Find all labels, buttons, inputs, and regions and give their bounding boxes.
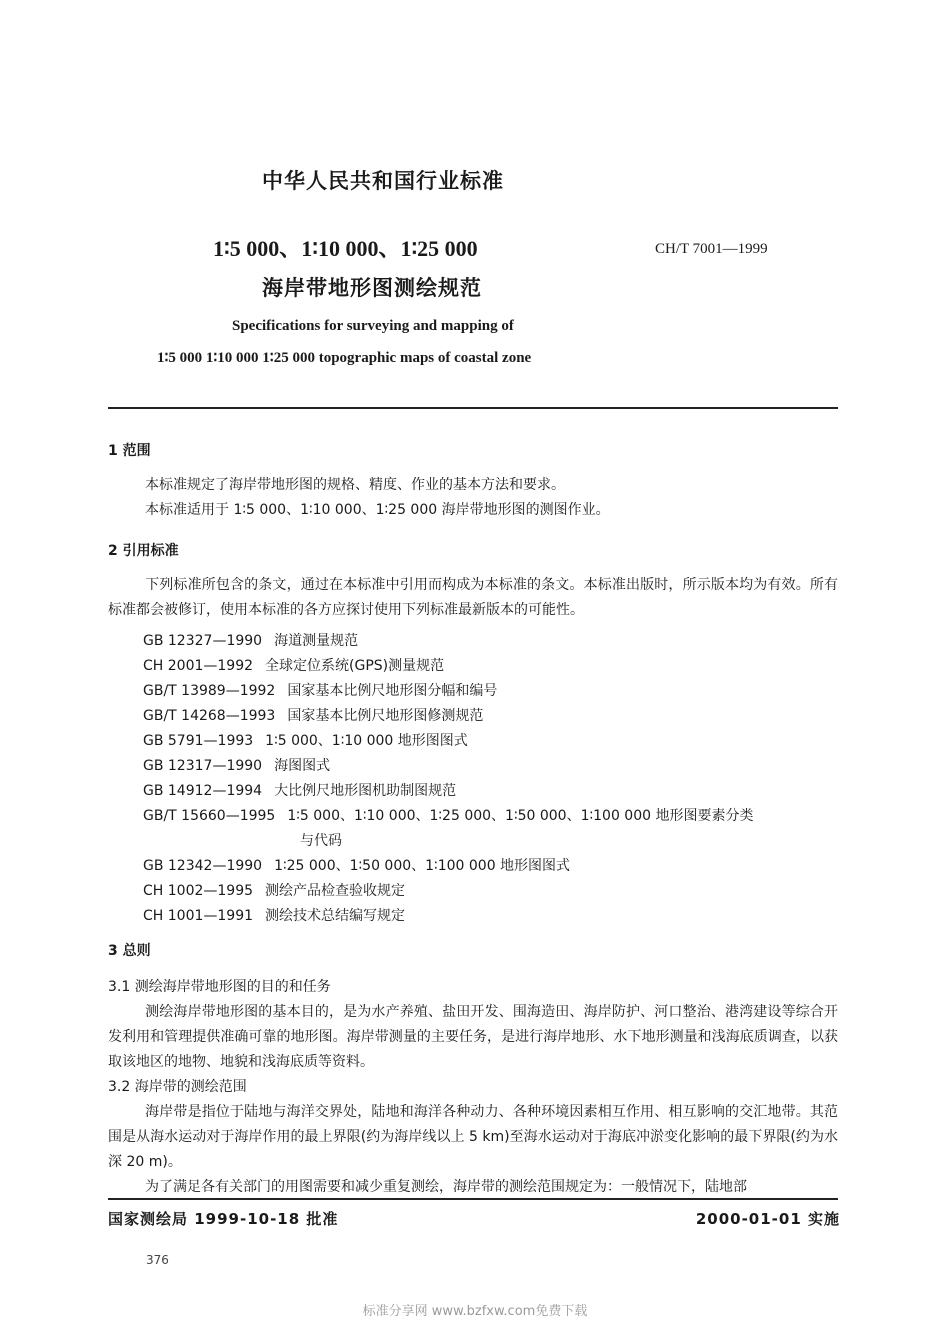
reference-item — [143, 905, 405, 925]
reference-title: 海道测量规范 — [274, 633, 359, 649]
reference-title: 国家基本比例尺地形图修测规范 — [287, 708, 484, 724]
reference-title: 大比例尺地形图机助制图规范 — [274, 783, 457, 799]
section-3-2-paragraph-2 — [108, 1175, 838, 1200]
reference-code: GB/T 15660—1995 — [143, 808, 276, 824]
reference-item — [143, 880, 405, 900]
section-2-heading: 2 引用标准 — [108, 543, 179, 559]
section-1-heading: 1 范围 — [108, 443, 151, 459]
reference-code: GB 5791—1993 — [143, 733, 254, 749]
reference-title: 全球定位系统(GPS)测量规范 — [265, 658, 445, 674]
reference-item — [143, 730, 468, 750]
reference-item — [143, 655, 444, 675]
reference-item — [143, 755, 330, 775]
footer-divider — [108, 1198, 838, 1200]
reference-code: CH 1002—1995 — [143, 883, 254, 899]
header-divider — [108, 407, 838, 409]
section-3-1-paragraph — [108, 1000, 838, 1075]
title-chinese: 海岸带地形图测绘规范 — [262, 276, 482, 300]
reference-title: 1∶5 000、1∶10 000 地形图图式 — [265, 733, 468, 749]
reference-title: 1∶25 000、1∶50 000、1∶100 000 地形图图式 — [274, 858, 571, 874]
reference-item — [143, 680, 497, 700]
reference-item — [143, 705, 483, 725]
section-1-paragraph-1: 本标准规定了海岸带地形图的规格、精度、作业的基本方法和要求。 — [145, 477, 565, 493]
reference-code: GB 14912—1994 — [143, 783, 263, 799]
reference-title: 海图图式 — [274, 758, 331, 774]
reference-title: 国家基本比例尺地形图分幅和编号 — [287, 683, 498, 699]
page-number: 376 — [146, 1253, 169, 1267]
approval-date: 国家测绘局 1999-10-18 批准 — [108, 1210, 339, 1228]
reference-item — [143, 630, 358, 650]
title-english-line1: Specifications for surveying and mapping of — [232, 318, 514, 334]
reference-code: CH 2001—1992 — [143, 658, 254, 674]
section-3-2-text-2: 为了满足各有关部门的用图需要和减少重复测绘，海岸带的测绘范围规定为：一般情况下，陆地部 — [145, 1179, 747, 1195]
standard-type-heading: 中华人民共和国行业标准 — [262, 169, 504, 193]
reference-title: 测绘技术总结编写规定 — [265, 908, 406, 924]
reference-title: 测绘产品检查验收规定 — [265, 883, 406, 899]
standard-code: CH/T 7001—1999 — [655, 241, 768, 257]
reference-code: CH 1001—1991 — [143, 908, 254, 924]
section-2-intro-text: 下列标准所包含的条文，通过在本标准中引用而构成为本标准的条文。本标准出版时，所示版本均为有效。所有标准都会被修订，使用本标准的各方应探讨使用下列标准最新版本的可能性。 — [108, 577, 838, 618]
reference-item — [143, 805, 753, 825]
section-1-paragraph-2: 本标准适用于 1∶5 000、1∶10 000、1∶25 000 海岸带地形图的测图作业。 — [145, 502, 610, 518]
reference-item — [143, 855, 570, 875]
section-3-2-heading: 3.2 海岸带的测绘范围 — [108, 1079, 247, 1095]
reference-title: 1∶5 000、1∶10 000、1∶25 000、1∶50 000、1∶100 000 地形图要素分类 — [287, 808, 754, 824]
reference-code: GB 12327—1990 — [143, 633, 263, 649]
watermark-text: 标准分享网 www.bzfxw.com免费下载 — [362, 1304, 588, 1319]
section-3-heading: 3 总则 — [108, 943, 151, 959]
section-2-intro — [108, 573, 838, 623]
reference-item — [143, 780, 456, 800]
implementation-date: 2000-01-01 实施 — [695, 1210, 840, 1228]
section-3-1-heading: 3.1 测绘海岸带地形图的目的和任务 — [108, 979, 331, 995]
title-english-line2: 1∶5 000 1∶10 000 1∶25 000 topographic maps of coastal zone — [157, 350, 532, 366]
section-3-2-paragraph-1 — [108, 1100, 838, 1175]
reference-code: GB/T 14268—1993 — [143, 708, 276, 724]
section-3-1-text: 测绘海岸带地形图的基本目的，是为水产养殖、盐田开发、围海造田、海岸防护、河口整治、港湾建设等综合开发利用和管理提供准确可靠的地形图。海岸带测量的主要任务，是进行海岸地形、水下地形测量和浅海底质调查，以获取该地区的地物、地貌和浅海底质等资料。 — [108, 1004, 838, 1070]
section-3-2-text-1: 海岸带是指位于陆地与海洋交界处，陆地和海洋各种动力、各种环境因素相互作用、相互影响的交汇地带。其范围是从海水运动对于海岸作用的最上界限(约为海岸线以上 5 km)至海水运动对于海底冲淤变化影响的最下界限(约为水深 20 m)。 — [108, 1104, 838, 1170]
reference-code: GB 12317—1990 — [143, 758, 263, 774]
title-scales: 1∶5 000、1∶10 000、1∶25 000 — [213, 236, 478, 261]
reference-title-continued: 与代码 — [300, 833, 342, 849]
reference-code: GB/T 13989—1992 — [143, 683, 276, 699]
reference-code: GB 12342—1990 — [143, 858, 263, 874]
